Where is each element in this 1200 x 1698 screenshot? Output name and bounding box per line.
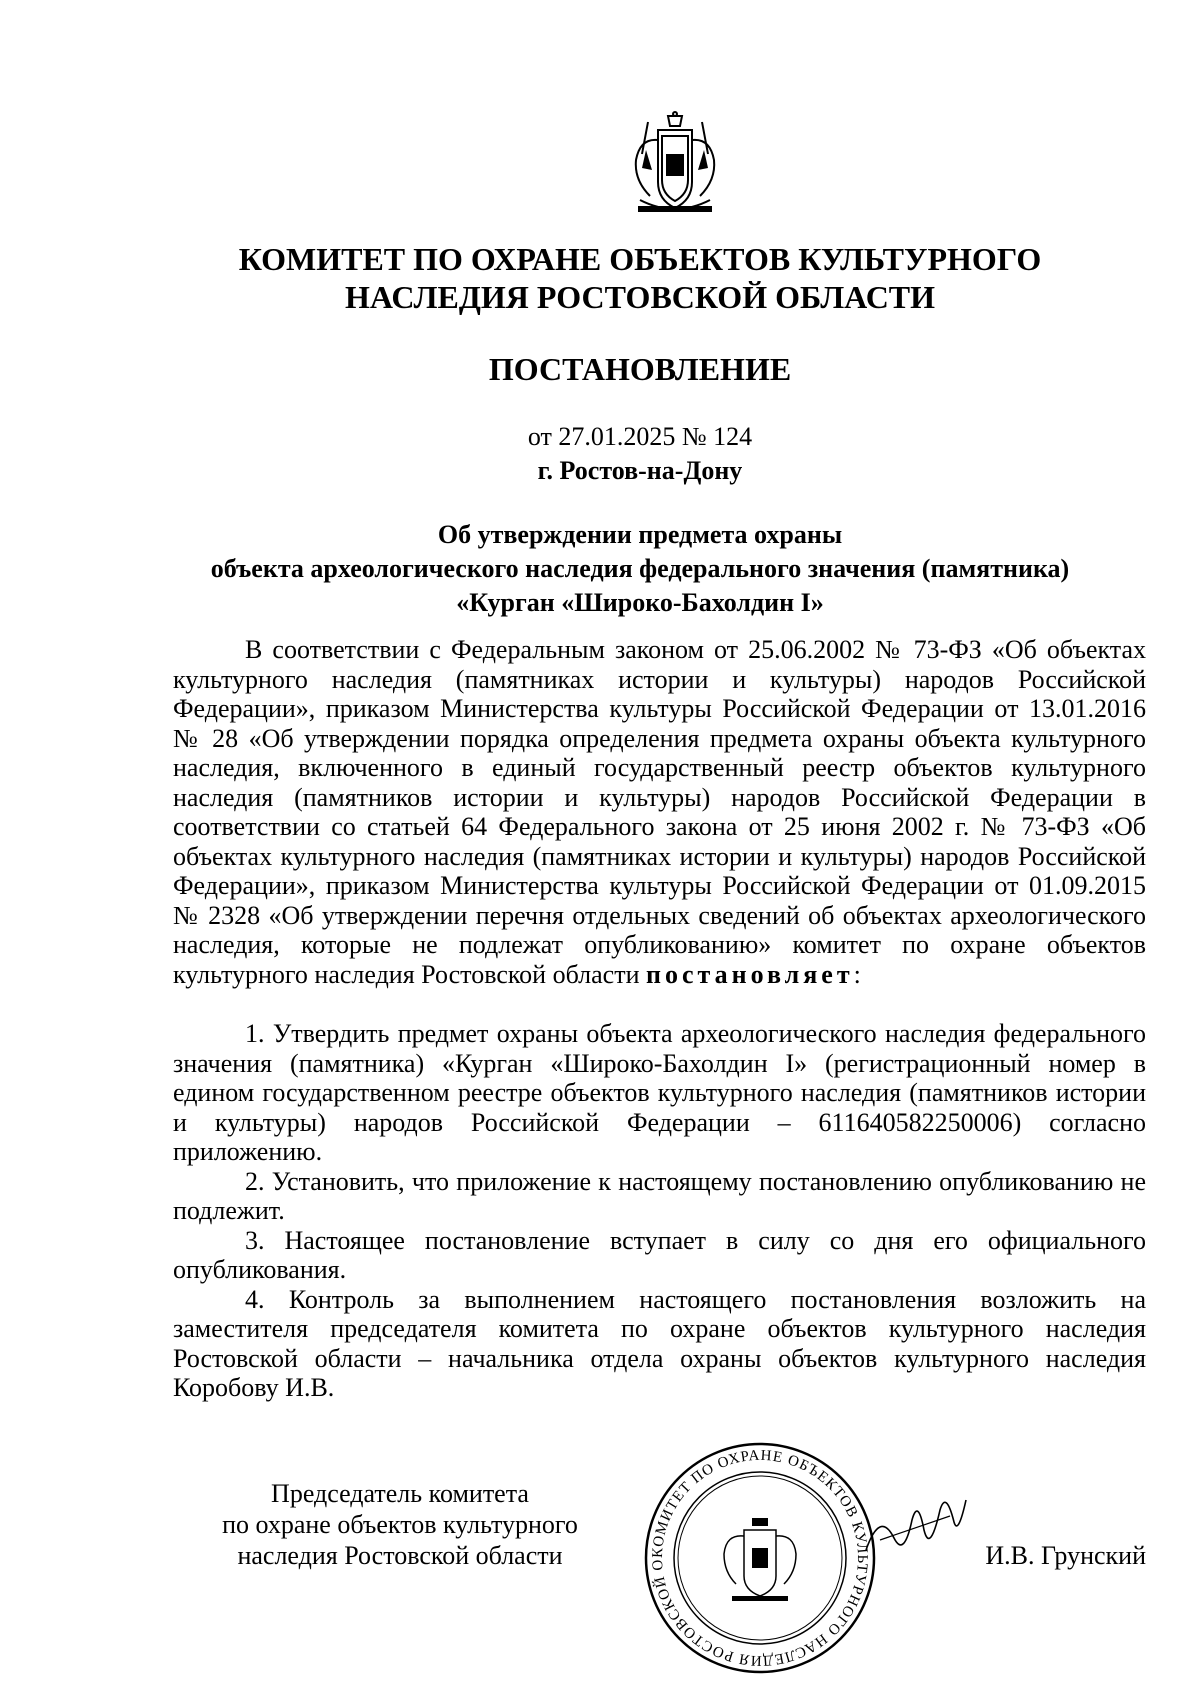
seal-text: КОМИТЕТ ПО ОХРАНЕ ОБЪЕКТОВ КУЛЬТУРНОГО НАСЛЕДИЯ РОСТОВСКОЙ О	[649, 1447, 871, 1669]
organization-name	[170, 240, 1110, 316]
item-2: 2. Установить, что приложение к настоящему постановлению опубликованию не подлежит.	[173, 1166, 1146, 1225]
preamble-text: В соответствии с Федеральным законом от 25.06.2002 № 73-ФЗ «Об объектах культурного наследия (памятниках истории и культуры) народов Российской Федерации», приказом Министерства культуры Российской Федерации от 13.01.2016 № 28 «Об утверждении порядка определения предмета охраны объекта культурного наследия, включенного в единый государственный реестр объектов культурного наследия (памятников истории и культуры) народов Российской Федерации в соответствии со статьей 64 Федерального закона от 25 июня 2002 г. № 73-ФЗ «Об объектах культурного наследия (памятниках истории и культуры) народов Российской Федерации», приказом Министерства культуры Российской Федерации от 01.09.2015 № 2328 «Об утверждении перечня отдельных сведений об объектах археологического наследия, которые не подлежат опубликованию» комитет по охране объектов культурного наследия Ростовской области	[173, 635, 1146, 989]
subject-line-1: Об утверждении предмета охраны	[437, 520, 843, 549]
date-number: от 27.01.2025 № 124	[527, 422, 753, 451]
org-line-1: КОМИТЕТ ПО ОХРАНЕ ОБЪЕКТОВ КУЛЬТУРНОГО	[238, 241, 1042, 277]
document-body	[173, 635, 1146, 1403]
signatory-name: И.В. Грунский	[985, 1541, 1146, 1570]
subject-line-2: объекта археологического наследия федерального значения (памятника)	[210, 554, 1070, 583]
signatory-title-line-1: Председатель комитета	[271, 1479, 529, 1508]
item-1: 1. Утвердить предмет охраны объекта археологического наследия федерального значения (памятника) «Курган «Широко-Бахолдин I» (регистрационный номер в едином государственном реестре объектов культурного наследия (памятников истории и культуры) народов Российской Федерации – 611640582250006) согласно приложению.	[173, 1019, 1146, 1166]
document-subject	[170, 518, 1110, 620]
coat-of-arms-icon	[628, 110, 722, 222]
signatory-title-line-3: наследия Ростовской области	[237, 1541, 563, 1570]
subject-line-3: «Курган «Широко-Бахолдин I»	[456, 588, 824, 617]
official-seal-icon	[640, 1438, 880, 1678]
resolves-word: постановляет	[646, 959, 854, 989]
item-3: 3. Настоящее постановление вступает в силу со дня его официального опубликования.	[173, 1225, 1146, 1284]
org-line-2: НАСЛЕДИЯ РОСТОВСКОЙ ОБЛАСТИ	[344, 279, 936, 315]
signatory-title	[190, 1478, 610, 1571]
item-4: 4. Контроль за выполнением настоящего постановления возложить на заместителя председателя комитета по охране объектов культурного наследия Ростовской области – начальника отдела охраны объектов культурного наследия Коробову И.В.	[173, 1284, 1146, 1402]
document-type: ПОСТАНОВЛЕНИЕ	[488, 351, 792, 387]
city: г. Ростов-на-Дону	[537, 456, 743, 485]
resolves-suffix: :	[853, 959, 861, 989]
signature-icon	[860, 1480, 970, 1570]
signatory-title-line-2: по охране объектов культурного	[222, 1510, 578, 1539]
preamble-paragraph	[173, 635, 1146, 989]
